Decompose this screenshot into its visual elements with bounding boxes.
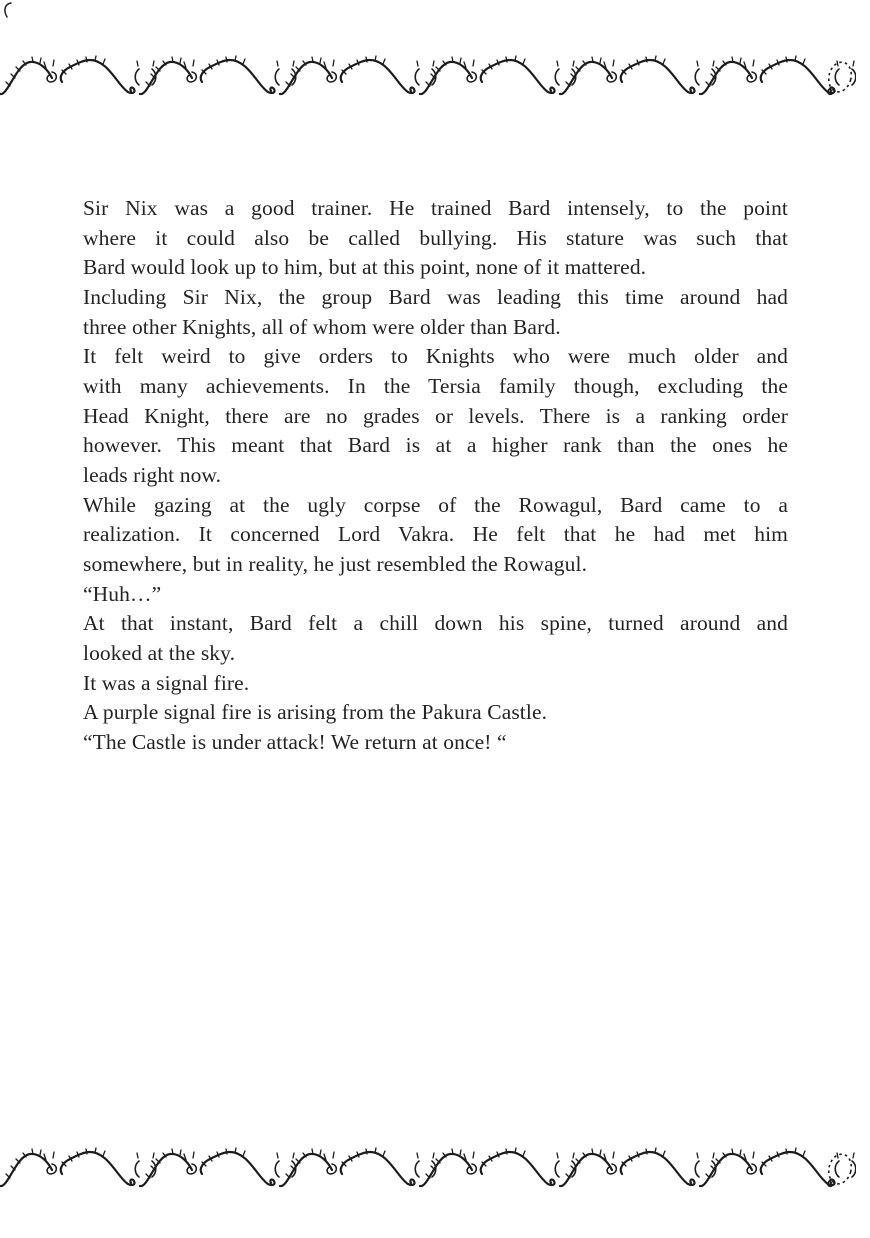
text-line: looked at the sky. [83, 640, 236, 665]
text-line: While gazing at the ugly corpse of the Rowagul, Bard came to a [83, 492, 788, 517]
text-line: with many achievements. In the Tersia family though, excluding the [83, 373, 788, 398]
top-flourish-border-ornament [0, 50, 856, 108]
text-line: Head Knight, there are no grades or levels. There is a ranking order [83, 403, 788, 428]
text-line: A purple signal fire is arising from the Pakura Castle. [83, 700, 548, 725]
text-line: At that instant, Bard felt a chill down his spine, turned around and [83, 611, 788, 636]
text-line: leads right now. [83, 462, 222, 487]
text-line: Sir Nix was a good trainer. He trained Bard intensely, to the point [83, 196, 788, 220]
corner-scan-mark [0, 1, 16, 21]
text-line: “The Castle is under attack! We return at once! “ [83, 729, 507, 754]
text-line: where it could also be called bullying. His stature was such that [83, 225, 788, 250]
text-line: Including Sir Nix, the group Bard was leading this time around had [83, 284, 788, 309]
body-text [83, 194, 788, 757]
text-line: realization. It concerned Lord Vakra. He felt that he had met him [83, 522, 788, 547]
text-line: “Huh…” [83, 581, 162, 606]
text-line: It felt weird to give orders to Knights who were much older and [83, 344, 788, 369]
text-line: It was a signal fire. [83, 670, 250, 695]
text-line: somewhere, but in reality, he just resembled the Rowagul. [83, 551, 588, 576]
text-line: however. This meant that Bard is at a higher rank than the ones he [83, 433, 788, 458]
text-line: Bard would look up to him, but at this point, none of it mattered. [83, 255, 647, 280]
text-line: three other Knights, all of whom were older than Bard. [83, 314, 561, 339]
bottom-flourish-border-ornament [0, 1142, 856, 1200]
